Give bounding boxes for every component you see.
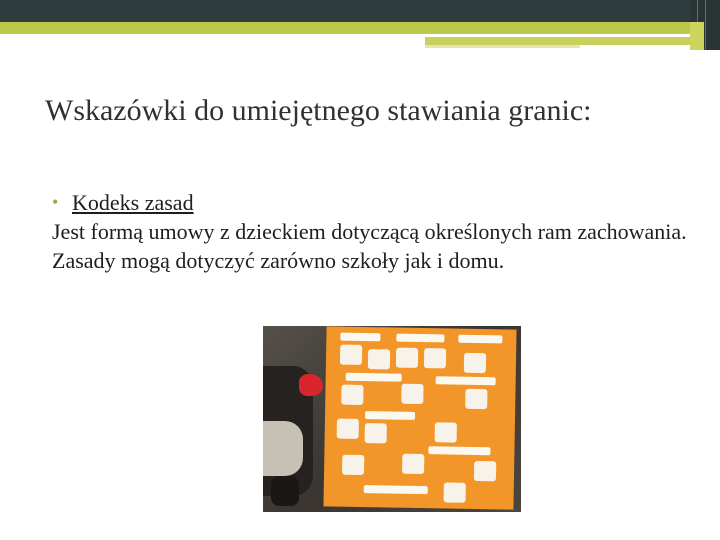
poster-label [346, 373, 402, 382]
poster-sticker [337, 419, 359, 439]
poster-sticker [435, 422, 457, 442]
top-band-green-right [690, 22, 704, 50]
photo-orange-poster [323, 326, 516, 509]
poster-sticker [424, 348, 446, 368]
poster-sticker [402, 454, 424, 474]
poster-label [365, 411, 415, 420]
photo-shoe [271, 476, 299, 506]
poster-sticker [465, 389, 487, 409]
poster-label [364, 485, 428, 494]
bullet-text[interactable]: Kodeks zasad [72, 190, 194, 215]
poster-sticker [342, 455, 364, 475]
bullet-icon: • [52, 192, 59, 212]
slide-title: Wskazówki do umiejętnego stawiania granic: [45, 94, 592, 127]
top-band-pale [425, 45, 580, 48]
top-band-dark [0, 0, 690, 22]
poster-sticker [396, 348, 418, 368]
poster-label [458, 335, 502, 344]
photo-red-sock [299, 374, 323, 396]
poster-sticker [464, 353, 486, 373]
poster-label [436, 376, 496, 385]
poster-sticker [474, 461, 496, 481]
top-band-green-thin [425, 37, 690, 45]
poster-label [428, 446, 490, 455]
poster-sticker [401, 384, 423, 404]
top-band-green [0, 22, 690, 34]
poster-sticker [365, 423, 387, 443]
poster-sticker [340, 345, 362, 365]
photo-child-leg-light [263, 421, 303, 476]
bullet-item [50, 188, 690, 217]
body-text: Jest formą umowy z dzieckiem dotyczącą określonych ram zachowania. Zasady mogą dotyczyć zarówno szkoły jak i domu. [52, 219, 687, 273]
poster-label [340, 333, 380, 342]
rules-poster-photo [263, 326, 521, 512]
poster-label [396, 334, 444, 343]
top-corner-line [705, 0, 706, 50]
poster-sticker [368, 349, 390, 369]
slide-content [50, 188, 690, 275]
poster-sticker [341, 385, 363, 405]
poster-sticker [444, 482, 466, 502]
